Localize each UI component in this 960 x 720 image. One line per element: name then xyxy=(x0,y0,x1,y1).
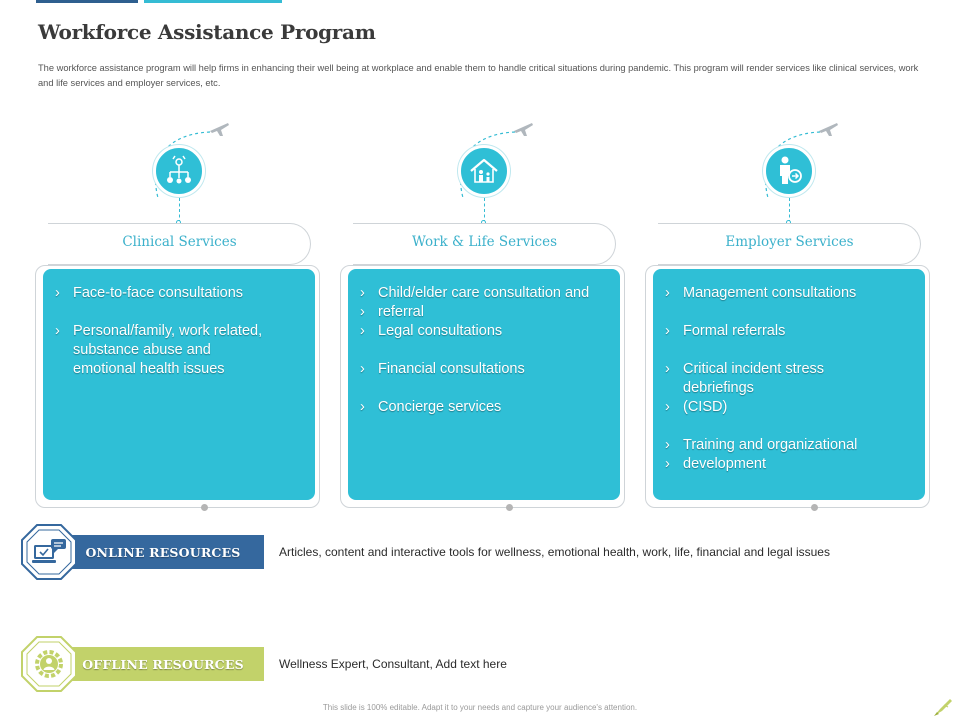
list-item xyxy=(665,455,913,474)
chevron-icon: › xyxy=(665,456,670,472)
list-item xyxy=(360,303,608,322)
chevron-icon: › xyxy=(665,399,670,415)
service-card-employer xyxy=(653,269,925,500)
list-item-text: Legal consultations xyxy=(378,323,503,339)
list-item-text: Management consultations xyxy=(683,285,857,301)
chevron-icon: › xyxy=(665,437,670,453)
list-item xyxy=(360,284,608,303)
service-title-work-life: Work & Life Services xyxy=(412,234,557,250)
chevron-icon: › xyxy=(360,361,365,377)
chevron-icon: › xyxy=(55,323,60,339)
top-accent-bar-light xyxy=(144,0,282,3)
chevron-icon: › xyxy=(360,323,365,339)
service-title-employer: Employer Services xyxy=(725,234,854,250)
service-card-clinical xyxy=(43,269,315,500)
online-resources-description: Articles, content and interactive tools for wellness, emotional health, work, life, financial and legal issues xyxy=(279,545,830,559)
list-item xyxy=(360,398,608,417)
employer-person-icon xyxy=(763,145,815,197)
gear-person-icon xyxy=(21,636,77,692)
list-item-text: (CISD) xyxy=(683,399,728,415)
chevron-icon: › xyxy=(360,399,365,415)
list-item-text: Financial consultations xyxy=(378,361,525,377)
list-item xyxy=(360,360,608,379)
chevron-icon: › xyxy=(360,304,365,320)
list-item-text: Critical incident stress debriefings xyxy=(683,361,825,396)
footer-note: This slide is 100% editable. Adapt it to your needs and capture your audience's attention. xyxy=(322,703,638,712)
pen-logo-icon xyxy=(932,697,954,717)
list-item xyxy=(360,322,608,341)
list-item xyxy=(55,322,303,379)
intro-paragraph: The workforce assistance program will help firms in enhancing their well being at workplace and enable them to handle critical situations during pandemic. This program will render services like clinical services, work and life services and employer services, etc. xyxy=(38,63,919,88)
list-item-text: Concierge services xyxy=(378,399,502,415)
chevron-icon: › xyxy=(665,361,670,377)
page-title: Workforce Assistance Program xyxy=(38,20,376,44)
card-bottom-dot xyxy=(201,504,208,511)
chevron-icon: › xyxy=(665,285,670,301)
service-card-work-life xyxy=(348,269,620,500)
list-item xyxy=(665,284,913,303)
top-accent-bar-dark xyxy=(36,0,138,3)
list-item xyxy=(665,398,913,417)
computer-chat-icon xyxy=(21,524,77,580)
list-item-text: Face-to-face consultations xyxy=(73,285,244,301)
list-item-text: Child/elder care consultation and xyxy=(378,285,590,301)
list-item-text: Training and organizational xyxy=(683,437,858,453)
list-item-text: referral xyxy=(378,304,424,320)
airplane-icon xyxy=(208,119,230,137)
offline-resources-banner: OFFLINE RESOURCES xyxy=(62,647,264,681)
list-item-text: Personal/family, work related, substance abuse and emotional health issues xyxy=(73,323,263,377)
list-item-text: development xyxy=(683,456,767,472)
chevron-icon: › xyxy=(665,323,670,339)
chevron-icon: › xyxy=(360,285,365,301)
chevron-icon: › xyxy=(55,285,60,301)
list-item xyxy=(665,360,913,398)
list-item-text: Formal referrals xyxy=(683,323,786,339)
list-item xyxy=(665,436,913,455)
clinical-network-icon xyxy=(153,145,205,197)
house-family-icon xyxy=(458,145,510,197)
list-item xyxy=(55,284,303,303)
list-item xyxy=(665,322,913,341)
card-bottom-dot xyxy=(506,504,513,511)
card-bottom-dot xyxy=(811,504,818,511)
airplane-icon xyxy=(817,119,839,137)
offline-resources-description: Wellness Expert, Consultant, Add text here xyxy=(279,657,507,671)
service-title-clinical: Clinical Services xyxy=(122,234,237,250)
online-resources-banner: ONLINE RESOURCES xyxy=(62,535,264,569)
airplane-icon xyxy=(512,119,534,137)
